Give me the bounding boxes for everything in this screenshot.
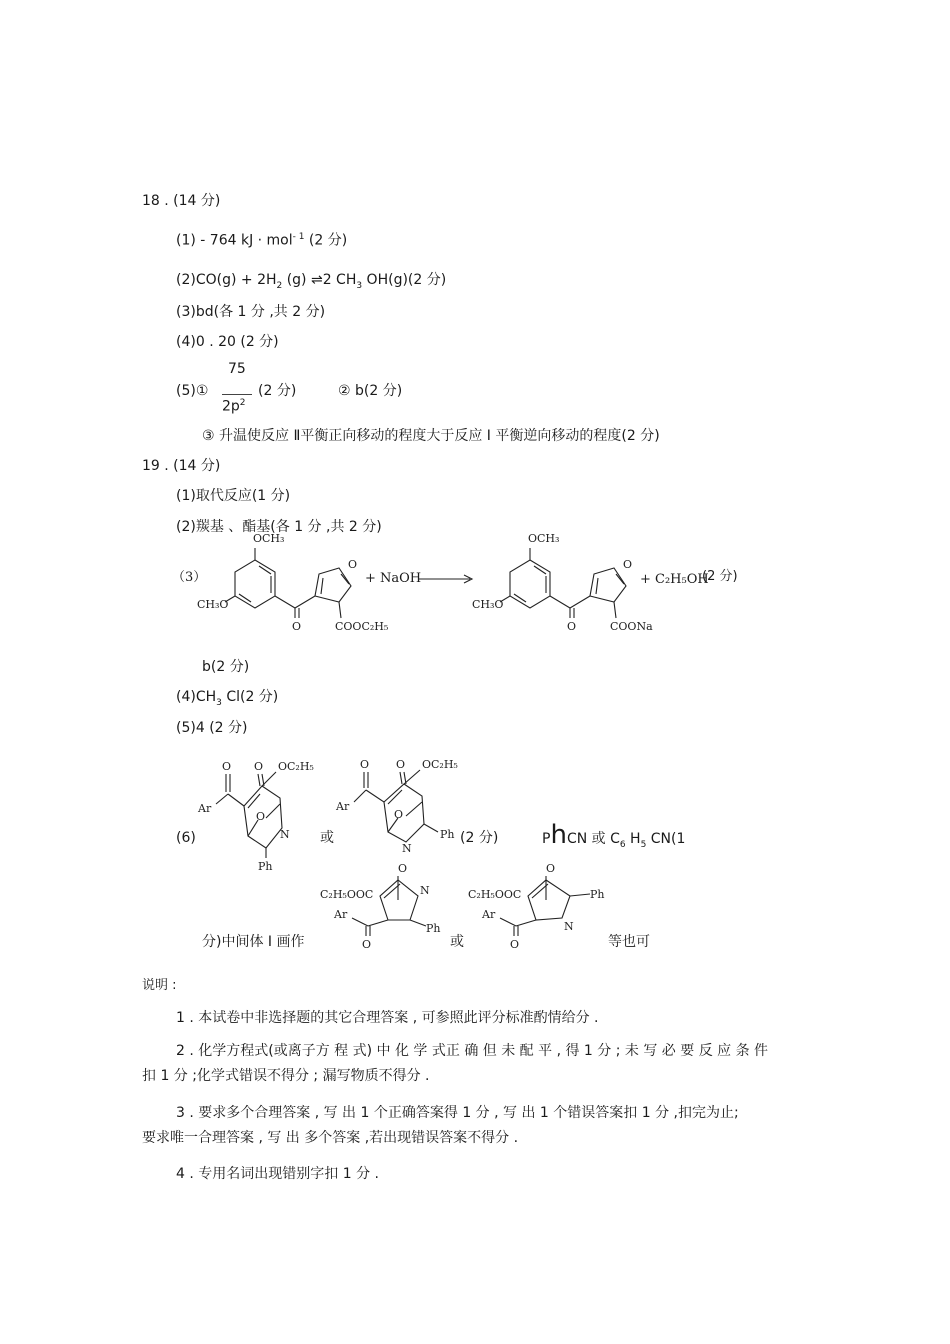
c2h5ooc-label-3: C₂H₅OOC [320, 888, 374, 901]
carboxylate-label: COONa [610, 620, 653, 633]
q18-part2-b: (g) [282, 272, 311, 288]
bridge-o-label-3: O [398, 862, 408, 875]
ar-label-2: Ar [336, 800, 350, 813]
ar-label-3: Ar [334, 908, 348, 921]
q18-part1-score: (2 分) [304, 232, 348, 249]
ketone-o-label-1: O [222, 760, 232, 773]
q18-part1 [176, 232, 347, 249]
ketone-o-label-4: O [510, 938, 520, 951]
reagent-naoh: + NaOH [365, 571, 422, 586]
ring-n-label-4: N [564, 920, 574, 933]
ester-label: COOC₂H₅ [335, 620, 389, 633]
intermediate-structure-3 [318, 860, 468, 955]
product-furan-o-label: O [623, 558, 633, 571]
q18-part1-text: (1) - 764 kJ · mol [176, 232, 293, 249]
ester-o-label-2: O [396, 758, 406, 771]
ketone-o-label-3: O [362, 938, 372, 951]
q18-part4: (4)0 . 20 (2 分) [176, 334, 279, 350]
q19-part4 [176, 689, 278, 709]
furan-o-label: O [348, 558, 358, 571]
c2h5ooc-label-4: C₂H₅OOC [468, 888, 522, 901]
methoxy-left-label: CH₃O [197, 598, 229, 611]
product-ethanol: + C₂H₅OH [640, 572, 709, 587]
ring-n-label-2: N [402, 842, 412, 855]
q18-header: 18 . (14 分) [142, 193, 221, 209]
q18-part2-sub2: 3 [356, 280, 363, 291]
q18-part5-den-sup: 2 [239, 398, 246, 408]
q19-part3-score: (2 分) [702, 569, 738, 584]
ester-o-label-1: O [254, 760, 264, 773]
q19-part6-h5: H [625, 831, 641, 847]
q18-part5-denominator [222, 398, 246, 415]
ph-label-3: Ph [426, 922, 441, 935]
q18-part2 [176, 272, 446, 292]
q18-part2-c: 2 CH [322, 272, 357, 288]
fraction-bar [222, 394, 252, 395]
q18-part1-sup: - 1 [292, 232, 305, 242]
q19-part6-line2: 分)中间体 I 画作 [202, 934, 305, 950]
q19-part6-p: P [542, 831, 551, 847]
q18-part5-score: (2 分) [258, 383, 297, 399]
ph-label-4: Ph [590, 888, 605, 901]
oc2h5-label-1: OC₂H₅ [278, 760, 314, 773]
q18-part5-b: ② b(2 分) [338, 383, 403, 399]
q19-part6-tail: CN(1 [646, 831, 686, 847]
q19-part6-sub6: 6 [619, 839, 626, 850]
intermediate-structure-4 [466, 860, 626, 955]
ketone-o-label-2: O [360, 758, 370, 771]
q18-part5-numerator: 75 [228, 361, 246, 377]
ph-label-1: Ph [258, 860, 273, 873]
q19-part4-sub: 3 [216, 697, 222, 708]
ar-label-1: Ar [198, 802, 212, 815]
q19-part3-b: b(2 分) [202, 659, 250, 675]
q19-part6-cn: CN 或 C [566, 831, 620, 847]
q19-part6-end: 等也可 [608, 934, 650, 950]
q19-part6-or1: 或 [320, 830, 334, 846]
q19-part6-h: h [550, 820, 567, 850]
ph-label-2: Ph [440, 828, 455, 841]
q19-part4-b: Cl(2 分) [221, 689, 279, 705]
note-2-line2: 扣 1 分 ;化学式错误不得分 ; 漏写物质不得分 . [142, 1068, 430, 1084]
bridge-o-label-4: O [546, 862, 556, 875]
q19-part6-score: (2 分) [460, 830, 499, 846]
q18-part5-label: (5)① [176, 383, 209, 399]
q19-header: 19 . (14 分) [142, 458, 221, 474]
carbonyl-o-label: O [292, 620, 302, 633]
equilibrium-arrow-icon: ⇌ [310, 272, 323, 288]
note-2-line1: 2 . 化学方程式(或离子方 程 式) 中 化 学 式正 确 但 未 配 平 , 得 1 分 ; 未 写 必 要 反 应 条 件 [176, 1043, 769, 1059]
note-3-line2: 要求唯一合理答案 , 写 出 多个答案 ,若出现错误答案不得分 . [142, 1130, 519, 1146]
methoxy-top-label: OCH₃ [253, 532, 285, 545]
bridge-o-label-1: O [256, 810, 266, 823]
q18-part2-sub1: 2 [276, 280, 283, 291]
q19-part6-or2: 或 [450, 934, 464, 950]
q18-part2-d: OH(g)(2 分) [362, 272, 447, 288]
q18-part2-a: (2)CO(g) + 2H [176, 272, 277, 288]
q19-part5: (5)4 (2 分) [176, 720, 248, 736]
q18-part5-den-text: 2p [222, 398, 240, 415]
q19-part6-label: (6) [176, 830, 196, 846]
q18-part5-c: ③ 升温使反应 Ⅱ平衡正向移动的程度大于反应 Ⅰ 平衡逆向移动的程度(2 分) [202, 428, 660, 444]
bridge-o-label-2: O [394, 808, 404, 821]
oc2h5-label-2: OC₂H₅ [422, 758, 458, 771]
product-carbonyl-o-label: O [567, 620, 577, 633]
product-methoxy-left-label: CH₃O [472, 598, 504, 611]
q19-part1: (1)取代反应(1 分) [176, 488, 291, 504]
reaction-arrow-icon [418, 574, 478, 584]
notes-title: 说明 : [142, 978, 177, 993]
intermediate-structure-1 [196, 758, 336, 878]
note-4: 4 . 专用名词出现错别字扣 1 分 . [176, 1166, 379, 1182]
q18-part3: (3)bd(各 1 分 ,共 2 分) [176, 304, 326, 320]
ring-n-label-1: N [280, 828, 290, 841]
q19-part6-sub5: 5 [640, 839, 647, 850]
product-methoxy-top-label: OCH₃ [528, 532, 560, 545]
note-3-line1: 3 . 要求多个合理答案 , 写 出 1 个正确答案得 1 分 , 写 出 1 个错误答案扣 1 分 ,扣完为止; [176, 1105, 739, 1121]
q19-part3-label: （3） [172, 570, 207, 585]
ar-label-4: Ar [482, 908, 496, 921]
ring-n-label-3: N [420, 884, 430, 897]
q19-part2: (2)羰基 、酯基(各 1 分 ,共 2 分) [176, 519, 382, 535]
q19-part4-a: (4)CH [176, 689, 217, 705]
note-1: 1 . 本试卷中非选择题的其它合理答案 , 可参照此评分标准酌情给分 . [176, 1010, 599, 1026]
q19-part6-reagent [542, 822, 685, 851]
